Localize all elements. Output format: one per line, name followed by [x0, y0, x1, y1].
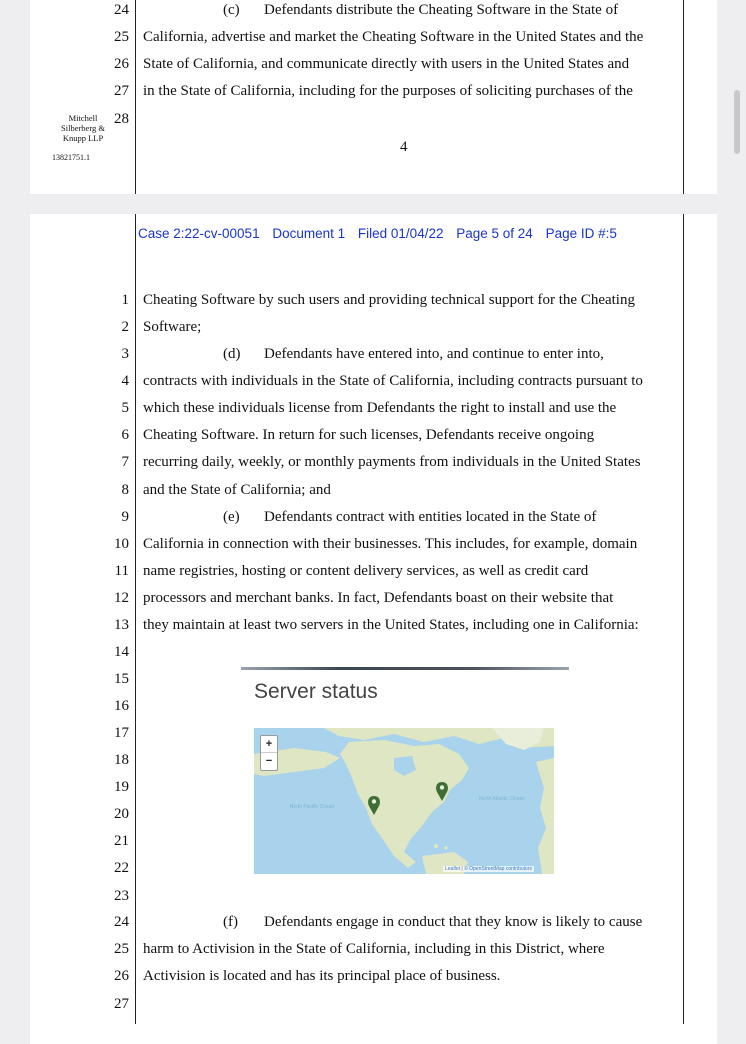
line-text: Cheating Software by such users and providing technical support for the Cheating — [143, 292, 635, 308]
line-text: Software; — [143, 319, 202, 335]
line-text: Cheating Software. In return for such licenses, Defendants receive ongoing — [143, 427, 595, 443]
paragraph-label: (c) — [223, 2, 240, 18]
paragraph-label: (d) — [223, 346, 241, 362]
line-number: 19 — [114, 779, 129, 795]
line-number: 21 — [114, 833, 129, 849]
line-number: 5 — [121, 400, 129, 416]
server-map — [254, 728, 554, 874]
line-number: 3 — [121, 346, 129, 362]
line-number: 4 — [121, 373, 129, 389]
line-number: 6 — [121, 427, 129, 443]
line-number: 1 — [121, 292, 129, 308]
line-text: processors and merchant banks. In fact, Defendants boast on their website that — [143, 590, 614, 606]
line-number: 12 — [114, 590, 129, 606]
line-text: State of California, and communicate directly with users in the United States and — [143, 56, 630, 72]
paragraph-f — [223, 913, 642, 931]
line-number: 8 — [121, 482, 129, 498]
paragraph-c — [223, 1, 618, 19]
line-number: 22 — [114, 860, 129, 876]
line-number: 14 — [114, 644, 129, 660]
zoom-out-button[interactable]: − — [265, 755, 273, 767]
osm-link[interactable]: © OpenStreetMap contributors — [464, 866, 532, 872]
line-number: 10 — [114, 536, 129, 552]
leaflet-link[interactable]: Leaflet — [445, 866, 461, 872]
line-number: 7 — [121, 454, 129, 470]
line-number: 9 — [121, 509, 129, 525]
line-number: 25 — [114, 941, 129, 957]
line-text: Defendants contract with entities located in the State of — [264, 509, 597, 525]
page-id: Page ID #:5 — [545, 226, 617, 241]
line-number-rule — [135, 214, 136, 1024]
map-attribution: Leaflet | © OpenStreetMap contributors — [445, 866, 532, 872]
line-text: contracts with individuals in the State of California, including contracts pursuant to — [143, 373, 643, 389]
line-number: 28 — [114, 111, 129, 127]
line-text: name registries, hosting or content delivery services, as well as credit card — [143, 563, 589, 579]
line-text: harm to Activision in the State of California, including in this District, where — [143, 941, 605, 957]
line-number: 20 — [114, 806, 129, 822]
scrollbar-thumb[interactable] — [734, 90, 740, 154]
line-text: they maintain at least two servers in the United States, including one in California: — [143, 617, 639, 633]
island — [434, 844, 438, 848]
ocean-label: North Atlantic Ocean — [479, 796, 525, 802]
right-margin-rule — [683, 0, 684, 194]
line-text: Activision is located and has its principal place of business. — [143, 968, 501, 984]
case-header — [138, 226, 626, 241]
line-number: 16 — [114, 698, 129, 714]
line-number: 15 — [114, 671, 129, 687]
map-zoom-control — [260, 735, 278, 771]
firm-line: Knupp LLP — [62, 133, 104, 143]
zoom-in-button[interactable]: + — [261, 736, 277, 753]
line-number: 11 — [114, 563, 129, 579]
line-number: 24 — [114, 914, 129, 930]
line-text: California, advertise and market the Cheating Software in the United States and the — [143, 29, 644, 45]
europe-africa-land — [536, 758, 554, 874]
line-number: 25 — [114, 29, 129, 45]
line-number: 2 — [121, 319, 129, 335]
paragraph-e — [223, 508, 596, 526]
line-text: Defendants distribute the Cheating Software in the State of — [264, 2, 619, 18]
right-margin-rule — [683, 214, 684, 1024]
line-number: 27 — [114, 83, 129, 99]
line-text: in the State of California, including for the purposes of soliciting purchases of the — [143, 83, 633, 99]
ocean-label: North Pacific Ocean — [289, 804, 335, 810]
island — [444, 846, 447, 849]
line-number: 26 — [114, 56, 129, 72]
paragraph-label: (f) — [223, 914, 238, 930]
page-of: Page 5 of 24 — [456, 226, 533, 241]
line-text: Defendants have entered into, and continue to enter into, — [264, 346, 604, 362]
page-number: 4 — [400, 139, 408, 155]
line-text: California in connection with their businesses. This includes, for example, domain — [143, 536, 638, 552]
line-number: 13 — [114, 617, 129, 633]
line-number: 26 — [114, 968, 129, 984]
paragraph-label: (e) — [223, 509, 240, 525]
filed-date: Filed 01/04/22 — [357, 226, 444, 241]
line-text: which these individuals license from Defendants the right to install and use the — [143, 400, 617, 416]
case-number: Case 2:22-cv-00051 — [138, 226, 260, 241]
document-number: Document 1 — [272, 226, 346, 241]
firm-line: Mitchell — [68, 113, 98, 123]
embedded-header-rule — [241, 667, 569, 670]
line-number-rule — [135, 0, 136, 194]
line-number: 23 — [114, 888, 129, 904]
firm-line: Silberberg & — [61, 123, 105, 133]
map-graphic — [254, 728, 554, 874]
line-text: recurring daily, weekly, or monthly payments from individuals in the United States — [143, 454, 641, 470]
line-number: 27 — [114, 996, 129, 1012]
firm-name — [48, 113, 118, 143]
line-number: 24 — [114, 2, 129, 18]
paragraph-d — [223, 345, 604, 363]
embedded-title: Server status — [254, 680, 378, 703]
line-number: 17 — [114, 725, 129, 741]
doc-number: 13821751.1 — [52, 153, 90, 162]
line-text: Defendants engage in conduct that they know is likely to cause — [264, 914, 643, 930]
line-text: and the State of California; and — [143, 482, 331, 498]
line-number: 18 — [114, 752, 129, 768]
